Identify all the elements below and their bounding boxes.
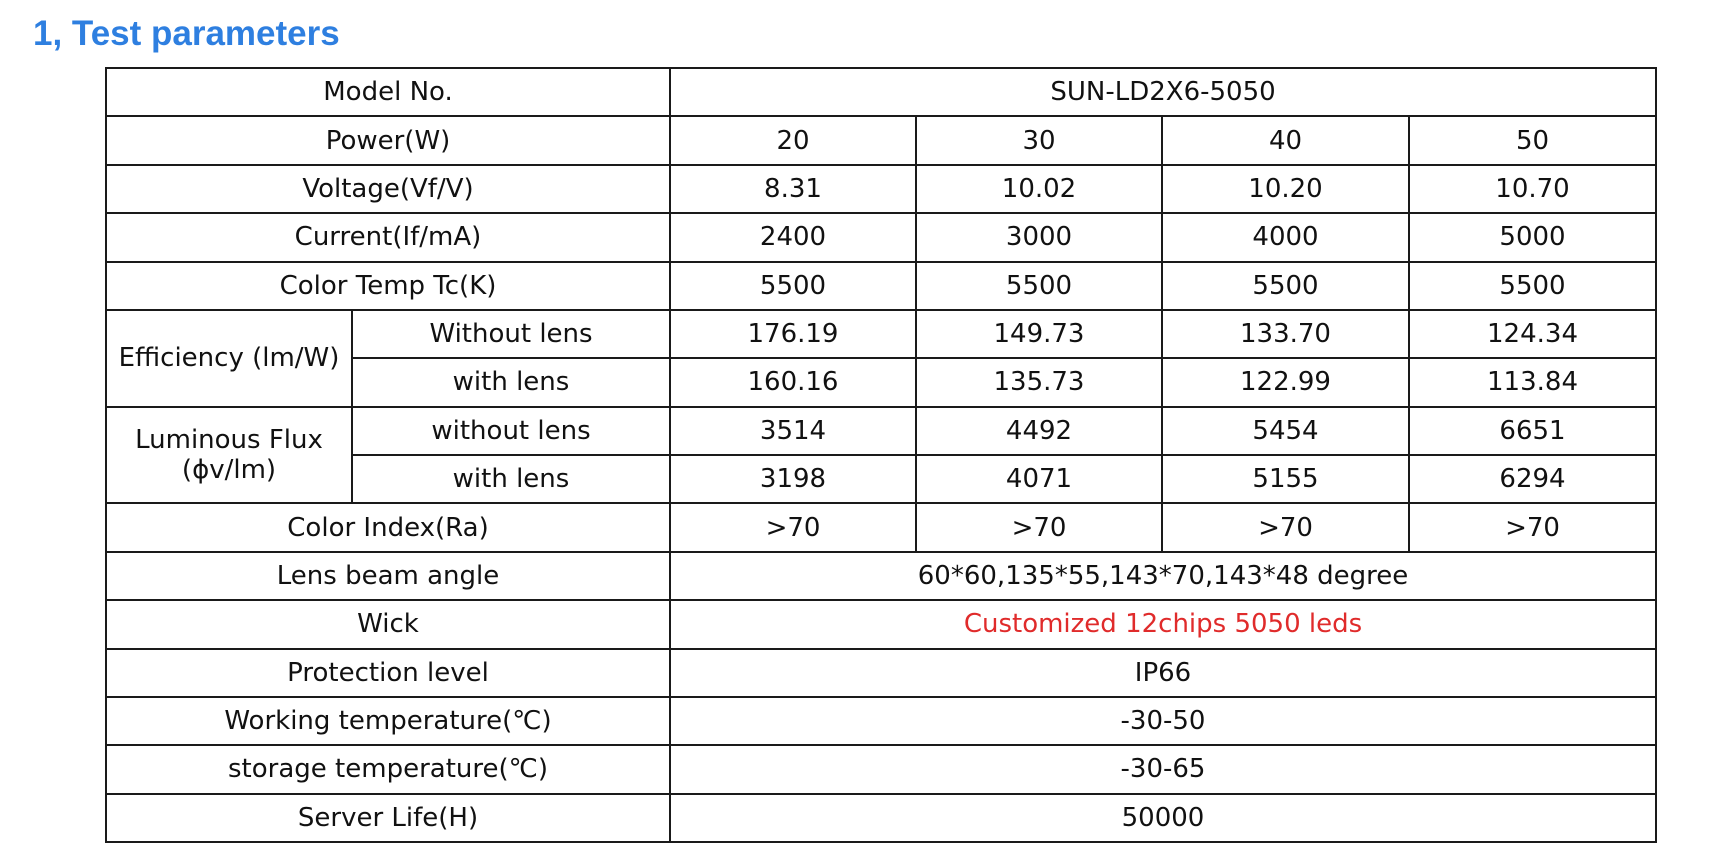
color-index-value: >70 <box>1162 503 1409 551</box>
efficiency-value: 124.34 <box>1409 310 1656 358</box>
flux-value: 6651 <box>1409 407 1656 455</box>
table-row-server-life <box>106 794 1656 842</box>
efficiency-value: 122.99 <box>1162 358 1409 406</box>
flux-value: 3198 <box>670 455 916 503</box>
power-value: 50 <box>1409 116 1656 164</box>
model-label: Model No. <box>106 68 670 116</box>
protection-label: Protection level <box>106 649 670 697</box>
power-value: 20 <box>670 116 916 164</box>
table-row-voltage <box>106 165 1656 213</box>
efficiency-label: Efficiency (lm/W) <box>106 310 352 407</box>
current-value: 5000 <box>1409 213 1656 261</box>
luminous-flux-label-line2: (ϕv/lm) <box>181 455 277 485</box>
working-temp-label: Working temperature(℃) <box>106 697 670 745</box>
luminous-flux-label-line1: Luminous Flux <box>135 425 323 455</box>
flux-value: 4071 <box>916 455 1162 503</box>
table-row-working-temp <box>106 697 1656 745</box>
color-index-value: >70 <box>670 503 916 551</box>
working-temp-value: -30-50 <box>670 697 1656 745</box>
color-index-value: >70 <box>916 503 1162 551</box>
test-parameters-table <box>105 67 1657 843</box>
current-label: Current(If/mA) <box>106 213 670 261</box>
table-row-color-temp <box>106 262 1656 310</box>
table-row-wick <box>106 600 1656 648</box>
server-life-label: Server Life(H) <box>106 794 670 842</box>
flux-without-lens-label: without lens <box>352 407 670 455</box>
efficiency-value: 113.84 <box>1409 358 1656 406</box>
model-value: SUN-LD2X6-5050 <box>670 68 1656 116</box>
color-index-value: >70 <box>1409 503 1656 551</box>
table-row-flux-without-lens <box>106 407 1656 455</box>
table-row-protection <box>106 649 1656 697</box>
table-row-model <box>106 68 1656 116</box>
power-value: 40 <box>1162 116 1409 164</box>
efficiency-value: 149.73 <box>916 310 1162 358</box>
storage-temp-value: -30-65 <box>670 745 1656 793</box>
flux-value: 5155 <box>1162 455 1409 503</box>
efficiency-value: 135.73 <box>916 358 1162 406</box>
color-temp-value: 5500 <box>1162 262 1409 310</box>
voltage-value: 10.70 <box>1409 165 1656 213</box>
flux-with-lens-label: with lens <box>352 455 670 503</box>
table-row-beam-angle <box>106 552 1656 600</box>
efficiency-without-lens-label: Without lens <box>352 310 670 358</box>
server-life-value: 50000 <box>670 794 1656 842</box>
table-row-power <box>106 116 1656 164</box>
current-value: 4000 <box>1162 213 1409 261</box>
beam-angle-value: 60*60,135*55,143*70,143*48 degree <box>670 552 1656 600</box>
current-value: 2400 <box>670 213 916 261</box>
current-value: 3000 <box>916 213 1162 261</box>
table-row-storage-temp <box>106 745 1656 793</box>
table-row-current <box>106 213 1656 261</box>
efficiency-value: 133.70 <box>1162 310 1409 358</box>
flux-value: 5454 <box>1162 407 1409 455</box>
power-value: 30 <box>916 116 1162 164</box>
color-temp-label: Color Temp Tc(K) <box>106 262 670 310</box>
protection-value: IP66 <box>670 649 1656 697</box>
color-temp-value: 5500 <box>916 262 1162 310</box>
storage-temp-label: storage temperature(℃) <box>106 745 670 793</box>
flux-value: 4492 <box>916 407 1162 455</box>
color-index-label: Color Index(Ra) <box>106 503 670 551</box>
efficiency-value: 160.16 <box>670 358 916 406</box>
flux-value: 3514 <box>670 407 916 455</box>
voltage-value: 10.02 <box>916 165 1162 213</box>
power-label: Power(W) <box>106 116 670 164</box>
voltage-value: 8.31 <box>670 165 916 213</box>
wick-label: Wick <box>106 600 670 648</box>
table-row-color-index <box>106 503 1656 551</box>
efficiency-with-lens-label: with lens <box>352 358 670 406</box>
flux-value: 6294 <box>1409 455 1656 503</box>
beam-angle-label: Lens beam angle <box>106 552 670 600</box>
voltage-value: 10.20 <box>1162 165 1409 213</box>
section-heading: 1, Test parameters <box>33 14 340 53</box>
table-row-efficiency-without-lens <box>106 310 1656 358</box>
color-temp-value: 5500 <box>670 262 916 310</box>
wick-value: Customized 12chips 5050 leds <box>670 600 1656 648</box>
efficiency-value: 176.19 <box>670 310 916 358</box>
voltage-label: Voltage(Vf/V) <box>106 165 670 213</box>
color-temp-value: 5500 <box>1409 262 1656 310</box>
luminous-flux-label <box>106 407 352 504</box>
